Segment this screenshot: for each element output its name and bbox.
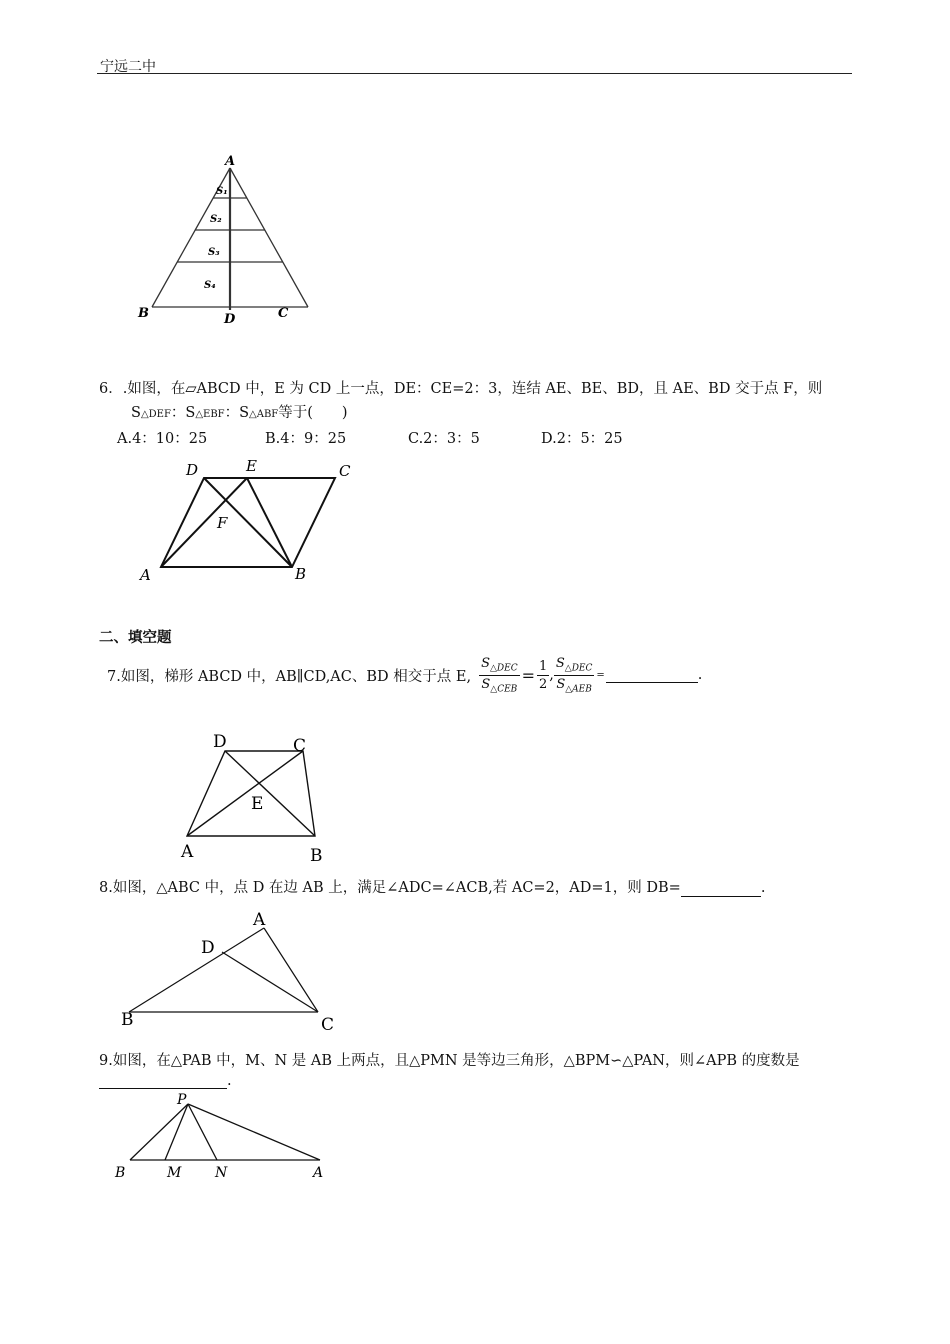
label-D: D: [213, 732, 227, 752]
label-D: D: [186, 461, 199, 479]
q6-option-c: C.2：3：5: [408, 431, 480, 447]
label-C: C: [339, 462, 351, 480]
label-A: A: [140, 566, 151, 584]
label-E: E: [251, 794, 264, 814]
q9-text: 9.如图，在△PAB 中，M、N 是 AB 上两点，且△PMN 是等边三角形，△BPM∽△PAN，则∠APB 的度数是: [99, 1053, 800, 1069]
section-title: 二、填空题: [99, 630, 172, 646]
region-label-1: S₁: [216, 186, 228, 197]
q6-option-d: D.2：5：25: [541, 431, 623, 447]
q8-line: 8.如图，△ABC 中，点 D 在边 AB 上，满足∠ADC=∠ACB,若 AC=2，AD=1，则 DB= .: [99, 880, 766, 896]
q7-text: 7.如图，梯形 ABCD 中，AB∥CD,AC、BD 相交于点 E,: [107, 668, 472, 685]
region-label-4: S₄: [204, 280, 216, 291]
label-B: B: [310, 846, 323, 866]
figure-q9-triangle: [105, 1090, 345, 1190]
page-header: 宁远二中: [100, 59, 156, 75]
q9-answer-line: .: [99, 1073, 232, 1089]
label-F: F: [217, 514, 228, 532]
q7-fraction-1: $\frac{S_{\triangle DEC}}{S_{\triangle CEB}}$: [481, 655, 518, 695]
figure-q5-triangle: [130, 150, 330, 330]
label-D: D: [201, 938, 215, 958]
label-A: A: [181, 842, 194, 862]
region-label-3: S₃: [208, 247, 220, 258]
label-P: P: [177, 1092, 187, 1108]
figure-q6-parallelogram: [130, 452, 370, 587]
label-E: E: [246, 457, 257, 475]
label-A: A: [253, 910, 266, 930]
header-rule: [97, 73, 852, 74]
label-D: D: [224, 312, 236, 327]
label-C: C: [321, 1015, 335, 1035]
figure-q7-trapezoid: [175, 725, 345, 870]
label-A: A: [313, 1165, 324, 1181]
q7-fraction-2: $\frac{S_{\triangle DEC}}{S_{\triangle AEB}}$: [555, 655, 593, 695]
q8-text: 8.如图，△ABC 中，点 D 在边 AB 上，满足∠ADC=∠ACB,若 AC=2，AD=1，则 DB=: [99, 880, 681, 896]
label-N: N: [215, 1165, 228, 1181]
q6-text-line1: 6．.如图，在▱ABCD 中，E 为 CD 上一点，DE：CE=2：3，连结 AE、BE、BD，且 AE、BD 交于点 F，则: [99, 381, 823, 397]
label-C: C: [278, 306, 289, 321]
q6-option-b: B.4：9：25: [265, 431, 347, 447]
q9-answer-blank[interactable]: [99, 1074, 227, 1089]
label-A: A: [225, 154, 236, 169]
label-M: M: [167, 1165, 182, 1181]
label-B: B: [295, 565, 307, 583]
label-B: B: [138, 306, 149, 321]
figure-q8-triangle: [115, 905, 345, 1035]
q6-text-line2: S△DEF：S△EBF：S△ABF等于( ): [131, 405, 348, 421]
q6-option-a: A.4：10：25: [117, 431, 208, 447]
q7-answer-blank[interactable]: [606, 668, 698, 683]
region-label-2: S₂: [210, 214, 222, 225]
q7-fraction-half: $\frac{1}{2}$: [538, 658, 548, 692]
q7-line: 7.如图，梯形 ABCD 中，AB∥CD,AC、BD 相交于点 E, $\frac{S_{\triangle DEC}}{S_{\triangle CEB}}$ = $\frac{1}{2}$ , $\frac{S_{\triangle DEC}}{S_{\triangle AEB}}$ = .: [107, 655, 703, 695]
label-C: C: [293, 736, 307, 756]
q8-answer-blank[interactable]: [681, 882, 761, 897]
label-B: B: [115, 1165, 126, 1181]
label-B: B: [121, 1010, 134, 1030]
